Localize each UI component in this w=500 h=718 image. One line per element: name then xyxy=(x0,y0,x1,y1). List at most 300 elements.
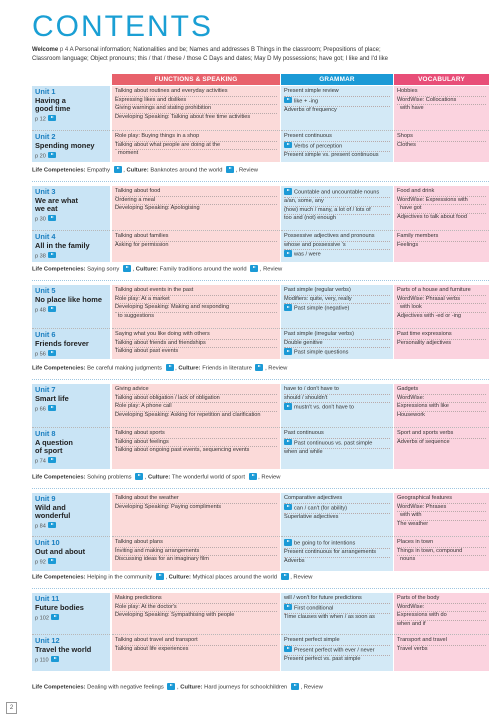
unit-cell[interactable] xyxy=(32,86,110,130)
play-video-icon[interactable] xyxy=(51,656,59,663)
vocabulary-cell xyxy=(394,285,489,328)
welcome-page: p 4 xyxy=(59,47,69,53)
functions-item xyxy=(115,233,277,242)
vocabulary-text: WordWise: Phrasal verbs xyxy=(397,295,461,302)
functions-cell xyxy=(112,493,280,536)
section-divider xyxy=(32,488,489,489)
functions-text: Talking about food xyxy=(115,188,161,194)
vocabulary-cell xyxy=(394,186,489,230)
functions-text: Developing Speaking: Apologising xyxy=(115,205,200,212)
grammar-item xyxy=(284,152,390,160)
vocabulary-text: have got xyxy=(400,205,422,212)
unit-page-number: p 92 xyxy=(35,559,46,565)
unit-number: Unit 12 xyxy=(35,636,60,645)
play-video-icon[interactable] xyxy=(48,152,56,159)
functions-item xyxy=(115,412,277,420)
culture-label: Culture: xyxy=(180,684,203,691)
welcome-label: Welcome xyxy=(32,47,59,53)
functions-item xyxy=(115,539,277,548)
life-competencies-line: Life Competencies: Dealing with negative feelings , Culture: Hard journeys for schoolchildren , Review xyxy=(32,684,323,691)
vocabulary-item xyxy=(397,504,486,513)
functions-text: Saying what you like doing with others xyxy=(115,331,210,337)
grammar-item xyxy=(284,439,390,449)
vocabulary-cell xyxy=(394,130,489,162)
play-video-icon[interactable] xyxy=(48,558,56,565)
unit-page xyxy=(35,115,107,124)
vocabulary-item xyxy=(397,313,486,321)
play-video-icon[interactable] xyxy=(167,683,175,690)
culture-text: Family traditions around the world xyxy=(159,266,247,273)
vocabulary-item xyxy=(397,621,486,629)
unit-page-number: p 20 xyxy=(35,153,46,159)
play-video-icon[interactable] xyxy=(284,348,292,355)
functions-text: Talking about sports xyxy=(115,430,165,436)
functions-text: Talking about obligation / lack of obligation xyxy=(115,394,220,401)
grammar-cell xyxy=(281,230,393,262)
play-video-icon[interactable] xyxy=(249,473,257,480)
vocabulary-cell xyxy=(394,634,489,671)
vocabulary-text: Family members xyxy=(397,233,439,239)
vocabulary-text: Adjectives with -ed or -ing xyxy=(397,312,462,319)
grammar-item xyxy=(284,549,390,558)
grammar-cell xyxy=(281,493,393,536)
grammar-item xyxy=(284,215,390,223)
unit-row xyxy=(32,186,489,230)
unit-page xyxy=(35,522,107,531)
vocabulary-text: Travel verbs xyxy=(397,645,428,652)
grammar-cell xyxy=(281,634,393,671)
functions-text: Talking about events in the past xyxy=(115,287,194,293)
review-link[interactable]: Review xyxy=(303,684,323,691)
grammar-cell xyxy=(281,86,393,130)
functions-text: Developing Speaking: Talking about free time activities xyxy=(115,113,251,120)
grammar-text: whose and possessive 's xyxy=(284,241,346,248)
functions-item xyxy=(115,386,277,395)
grammar-item xyxy=(284,88,390,97)
grammar-text: Past continuous vs. past simple xyxy=(294,440,373,447)
functions-cell xyxy=(112,230,280,262)
culture-label: Culture: xyxy=(178,365,201,372)
life-competencies-label: Life Competencies: xyxy=(32,574,86,581)
play-video-icon[interactable] xyxy=(284,250,292,257)
unit-title: Out and about xyxy=(35,546,86,556)
vocabulary-cell xyxy=(394,427,489,469)
play-video-icon[interactable] xyxy=(250,265,258,272)
unit-number: Unit 3 xyxy=(35,187,56,196)
functions-text: Talking about friends and friendships xyxy=(115,339,206,346)
play-video-icon[interactable] xyxy=(48,405,56,412)
grammar-text: have to / don't have to xyxy=(284,386,339,392)
grammar-text: too and (not) enough xyxy=(284,215,336,222)
grammar-item xyxy=(284,242,390,251)
functions-text: Talking about what people are doing at the xyxy=(115,141,221,148)
functions-text: Talking about feelings xyxy=(115,438,169,445)
unit-number: Unit 4 xyxy=(35,232,56,241)
grammar-text: Present simple vs. present continuous xyxy=(284,151,379,158)
functions-item xyxy=(115,403,277,412)
functions-item xyxy=(115,188,277,197)
vocabulary-item xyxy=(397,521,486,529)
grammar-text: like + -ing xyxy=(294,98,319,105)
functions-item xyxy=(115,304,277,313)
page-title: CONTENTS xyxy=(32,10,213,43)
play-video-icon[interactable] xyxy=(281,573,289,580)
vocabulary-text: with have xyxy=(400,105,424,112)
vocabulary-item xyxy=(397,403,486,412)
life-competencies-line: Life Competencies: Be careful making judgments , Culture: Friends in literature , Review xyxy=(32,365,288,372)
unit-cell[interactable] xyxy=(32,285,110,328)
vocabulary-item xyxy=(397,539,486,548)
unit-title: of sport xyxy=(35,445,63,455)
grammar-text: Present perfect with ever / never xyxy=(294,647,375,654)
play-video-icon[interactable] xyxy=(284,142,292,149)
vocabulary-item xyxy=(397,233,486,242)
header-vocabulary: VOCABULARY xyxy=(394,74,489,85)
unit-cell[interactable] xyxy=(32,427,110,469)
vocabulary-item xyxy=(397,214,486,222)
vocabulary-text: with with xyxy=(400,512,422,519)
play-video-icon[interactable] xyxy=(114,166,122,173)
unit-row xyxy=(32,536,489,571)
unit-page xyxy=(35,656,107,665)
functions-text: Talking about routines and everyday activities xyxy=(115,88,228,94)
functions-item xyxy=(115,340,277,349)
grammar-item xyxy=(284,395,390,404)
vocabulary-item xyxy=(397,97,486,106)
vocabulary-text: Geographical features xyxy=(397,495,453,501)
unit-cell[interactable] xyxy=(32,230,110,262)
grammar-item xyxy=(284,142,390,152)
play-video-icon[interactable] xyxy=(48,457,56,464)
unit-page xyxy=(35,215,107,224)
life-competencies-text: Solving problems xyxy=(87,474,132,481)
functions-item xyxy=(115,205,277,213)
unit-page xyxy=(35,457,107,466)
unit-block xyxy=(32,186,489,262)
play-video-icon[interactable] xyxy=(156,573,164,580)
play-video-icon[interactable] xyxy=(48,306,56,313)
culture-label: Culture: xyxy=(148,474,171,481)
culture-text: The wonderful world of sport xyxy=(171,474,245,481)
functions-text: Ordering a meal xyxy=(115,196,156,203)
functions-item xyxy=(115,105,277,114)
unit-page-number: p 110 xyxy=(35,657,49,663)
vocabulary-text: Shops xyxy=(397,133,413,139)
unit-cell[interactable] xyxy=(32,493,110,536)
vocabulary-text: when and if xyxy=(397,620,426,627)
unit-cell[interactable] xyxy=(32,130,110,162)
unit-cell[interactable] xyxy=(32,593,110,634)
play-video-icon[interactable] xyxy=(284,539,292,546)
vocabulary-item xyxy=(397,612,486,621)
functions-item xyxy=(115,439,277,448)
vocabulary-text: Parts of a house and furniture xyxy=(397,287,471,293)
life-competencies-label: Life Competencies: xyxy=(32,167,86,174)
play-video-icon[interactable] xyxy=(123,265,131,272)
grammar-item xyxy=(284,539,390,549)
unit-row xyxy=(32,328,489,359)
play-video-icon[interactable] xyxy=(284,604,292,611)
grammar-item xyxy=(284,348,390,357)
grammar-item xyxy=(284,188,390,198)
grammar-item xyxy=(284,233,390,242)
vocabulary-item xyxy=(397,512,486,521)
grammar-text: Comparative adjectives xyxy=(284,495,343,501)
unit-cell[interactable] xyxy=(32,186,110,230)
vocabulary-text: with look xyxy=(400,304,422,311)
unit-number: Unit 6 xyxy=(35,330,56,339)
review-link[interactable]: Review xyxy=(263,266,283,273)
functions-cell xyxy=(112,384,280,427)
unit-title: All in the family xyxy=(35,240,90,250)
grammar-text: Present perfect vs. past simple xyxy=(284,655,361,662)
unit-page xyxy=(35,614,107,623)
functions-item xyxy=(115,595,277,604)
unit-cell[interactable] xyxy=(32,384,110,427)
unit-page-number: p 38 xyxy=(35,253,46,259)
grammar-item xyxy=(284,331,390,340)
unit-number: Unit 7 xyxy=(35,385,56,394)
unit-title: wonderful xyxy=(35,510,71,520)
life-competencies-line: Life Competencies: Helping in the community , Culture: Mythical places around the world , Review xyxy=(32,574,313,581)
functions-item xyxy=(115,331,277,340)
review-link[interactable]: Review xyxy=(238,167,258,174)
unit-block xyxy=(32,384,489,469)
play-video-icon[interactable] xyxy=(284,403,292,410)
grammar-item xyxy=(284,250,390,259)
unit-page xyxy=(35,252,107,261)
unit-title: good time xyxy=(35,103,71,113)
functions-text: moment xyxy=(118,150,139,157)
grammar-text: Superlative adjectives xyxy=(284,513,339,520)
functions-item xyxy=(115,612,277,620)
unit-page xyxy=(35,306,107,315)
grammar-text: Adverbs xyxy=(284,557,305,564)
functions-item xyxy=(115,556,277,564)
functions-text: to suggestions xyxy=(118,312,155,319)
grammar-text: mustn't vs. don't have to xyxy=(294,404,354,411)
unit-number: Unit 9 xyxy=(35,494,56,503)
grammar-cell xyxy=(281,384,393,427)
unit-title: we eat xyxy=(35,203,58,213)
grammar-item xyxy=(284,198,390,207)
life-competencies-label: Life Competencies: xyxy=(32,365,86,372)
play-video-icon[interactable] xyxy=(255,364,263,371)
review-link[interactable]: Review xyxy=(268,365,288,372)
grammar-item xyxy=(284,514,390,522)
vocabulary-text: Gadgets xyxy=(397,386,419,392)
review-link[interactable]: Review xyxy=(293,574,313,581)
play-video-icon[interactable] xyxy=(284,439,292,446)
unit-number: Unit 8 xyxy=(35,429,56,438)
play-video-icon[interactable] xyxy=(48,252,56,259)
grammar-item xyxy=(284,386,390,395)
vocabulary-cell xyxy=(394,493,489,536)
functions-item xyxy=(115,142,277,151)
vocabulary-cell xyxy=(394,230,489,262)
life-competencies-line: Life Competencies: Saying sorry , Culture: Family traditions around the world , Review xyxy=(32,266,283,273)
play-video-icon[interactable] xyxy=(284,97,292,104)
vocabulary-item xyxy=(397,637,486,646)
play-video-icon[interactable] xyxy=(226,166,234,173)
grammar-text: was / were xyxy=(294,251,321,258)
review-link[interactable]: Review xyxy=(261,474,281,481)
vocabulary-cell xyxy=(394,328,489,359)
functions-item xyxy=(115,430,277,439)
functions-text: Role play: A phone call xyxy=(115,403,172,410)
play-video-icon[interactable] xyxy=(48,522,56,529)
vocabulary-item xyxy=(397,340,486,348)
functions-item xyxy=(115,604,277,613)
functions-text: Discussing ideas for an imaginary film xyxy=(115,556,209,563)
functions-text: Making predictions xyxy=(115,595,162,601)
grammar-text: Adverbs of frequency xyxy=(284,106,337,113)
vocabulary-text: Clothes xyxy=(397,141,416,148)
grammar-cell xyxy=(281,328,393,359)
play-video-icon[interactable] xyxy=(284,304,292,311)
grammar-cell xyxy=(281,593,393,634)
functions-cell xyxy=(112,328,280,359)
grammar-item xyxy=(284,595,390,604)
unit-number: Unit 1 xyxy=(35,87,56,96)
life-competencies-text: Helping in the community xyxy=(87,574,153,581)
functions-cell xyxy=(112,285,280,328)
grammar-text: First conditional xyxy=(294,605,334,612)
unit-row xyxy=(32,130,489,162)
functions-text: Developing Speaking: Asking for repetition and clarification xyxy=(115,411,261,418)
culture-label: Culture: xyxy=(126,167,149,174)
grammar-text: will / won't for future predictions xyxy=(284,595,362,601)
grammar-text: Possessive adjectives and pronouns xyxy=(284,233,375,239)
vocabulary-text: Sport and sports verbs xyxy=(397,430,454,436)
functions-text: Talking about the weather xyxy=(115,495,179,501)
unit-cell[interactable] xyxy=(32,328,110,359)
vocabulary-item xyxy=(397,646,486,654)
functions-item xyxy=(115,646,277,654)
vocabulary-item xyxy=(397,412,486,420)
functions-item xyxy=(115,197,277,206)
functions-text: Talking about families xyxy=(115,233,169,239)
play-video-icon[interactable] xyxy=(291,683,299,690)
section-divider xyxy=(32,280,489,281)
welcome-line xyxy=(32,46,482,63)
vocabulary-item xyxy=(397,133,486,142)
play-video-icon[interactable] xyxy=(284,504,292,511)
vocabulary-item xyxy=(397,548,486,557)
grammar-item xyxy=(284,107,390,115)
functions-item xyxy=(115,637,277,646)
culture-label: Culture: xyxy=(135,266,159,273)
play-video-icon[interactable] xyxy=(166,364,174,371)
unit-page-number: p 30 xyxy=(35,216,46,222)
vocabulary-text: WordWise: Collocations xyxy=(397,96,457,103)
unit-title: We are what xyxy=(35,195,78,205)
functions-cell xyxy=(112,593,280,634)
play-video-icon[interactable] xyxy=(284,188,292,195)
welcome-text-2: Classroom language; Object pronouns; this / that / these / those C Days and dates; May D My possessions; have got; I like and I'd like xyxy=(32,55,388,62)
functions-text: Developing Speaking: Sympathising with people xyxy=(115,612,235,619)
unit-title: Friends forever xyxy=(35,338,89,348)
unit-row xyxy=(32,384,489,427)
life-competencies-text: Empathy xyxy=(87,167,110,174)
life-competencies-label: Life Competencies: xyxy=(32,266,86,273)
vocabulary-item xyxy=(397,304,486,313)
unit-page-number: p 56 xyxy=(35,351,46,357)
grammar-text: Past simple (irregular verbs) xyxy=(284,331,354,337)
play-video-icon[interactable] xyxy=(48,350,56,357)
functions-item xyxy=(115,133,277,142)
play-video-icon[interactable] xyxy=(135,473,143,480)
functions-item xyxy=(115,296,277,305)
vocabulary-item xyxy=(397,386,486,395)
unit-row xyxy=(32,230,489,262)
grammar-text: Present continuous xyxy=(284,133,332,139)
functions-text: Expressing likes and dislikes xyxy=(115,96,187,103)
header-functions: FUNCTIONS & SPEAKING xyxy=(112,74,280,85)
unit-number: Unit 5 xyxy=(35,286,56,295)
unit-row xyxy=(32,86,489,130)
grammar-item xyxy=(284,403,390,412)
vocabulary-text: Past time expressions xyxy=(397,331,452,337)
grammar-item xyxy=(284,97,390,107)
grammar-item xyxy=(284,449,390,457)
vocabulary-item xyxy=(397,142,486,150)
life-competencies-label: Life Competencies: xyxy=(32,684,86,691)
vocabulary-text: Housework xyxy=(397,411,425,418)
vocabulary-item xyxy=(397,331,486,340)
vocabulary-text: nouns xyxy=(400,556,416,563)
vocabulary-cell xyxy=(394,384,489,427)
functions-cell xyxy=(112,130,280,162)
vocabulary-text: Places in town xyxy=(397,539,434,545)
play-video-icon[interactable] xyxy=(48,115,56,122)
functions-cell xyxy=(112,634,280,671)
grammar-text: Past continuous xyxy=(284,430,324,436)
grammar-item xyxy=(284,287,390,296)
vocabulary-text: Hobbies xyxy=(397,88,418,94)
grammar-text: can / can't (for ability) xyxy=(294,505,347,512)
grammar-text: Past simple (negative) xyxy=(294,305,350,312)
functions-item xyxy=(115,313,277,321)
play-video-icon[interactable] xyxy=(48,215,56,222)
vocabulary-text: Expressions with do xyxy=(397,612,447,619)
functions-text: Talking about life experiences xyxy=(115,645,189,652)
vocabulary-text: Feelings xyxy=(397,241,419,248)
functions-text: Developing Speaking: Paying compliments xyxy=(115,503,222,510)
section-divider xyxy=(32,588,489,589)
unit-page xyxy=(35,558,107,567)
life-competencies-line: Life Competencies: Solving problems , Culture: The wonderful world of sport , Review xyxy=(32,474,281,481)
vocabulary-text: Adjectives to talk about food xyxy=(397,213,467,220)
grammar-text: Countable and uncountable nouns xyxy=(294,189,380,196)
functions-item xyxy=(115,287,277,296)
unit-title: Travel the world xyxy=(35,644,92,654)
vocabulary-item xyxy=(397,604,486,613)
grammar-text: Present simple review xyxy=(284,88,339,94)
header-grammar: GRAMMAR xyxy=(281,74,393,85)
functions-item xyxy=(115,495,277,504)
play-video-icon[interactable] xyxy=(51,614,59,621)
functions-item xyxy=(115,114,277,122)
play-video-icon[interactable] xyxy=(284,646,292,653)
unit-cell[interactable] xyxy=(32,536,110,571)
functions-item xyxy=(115,447,277,455)
unit-title: Smart life xyxy=(35,393,69,403)
unit-cell[interactable] xyxy=(32,634,110,671)
vocabulary-item xyxy=(397,495,486,504)
welcome-text-1: A Personal information; Nationalities and be; Names and addresses B Things in the classroom; Prepositions of place; xyxy=(69,47,381,53)
functions-item xyxy=(115,395,277,404)
